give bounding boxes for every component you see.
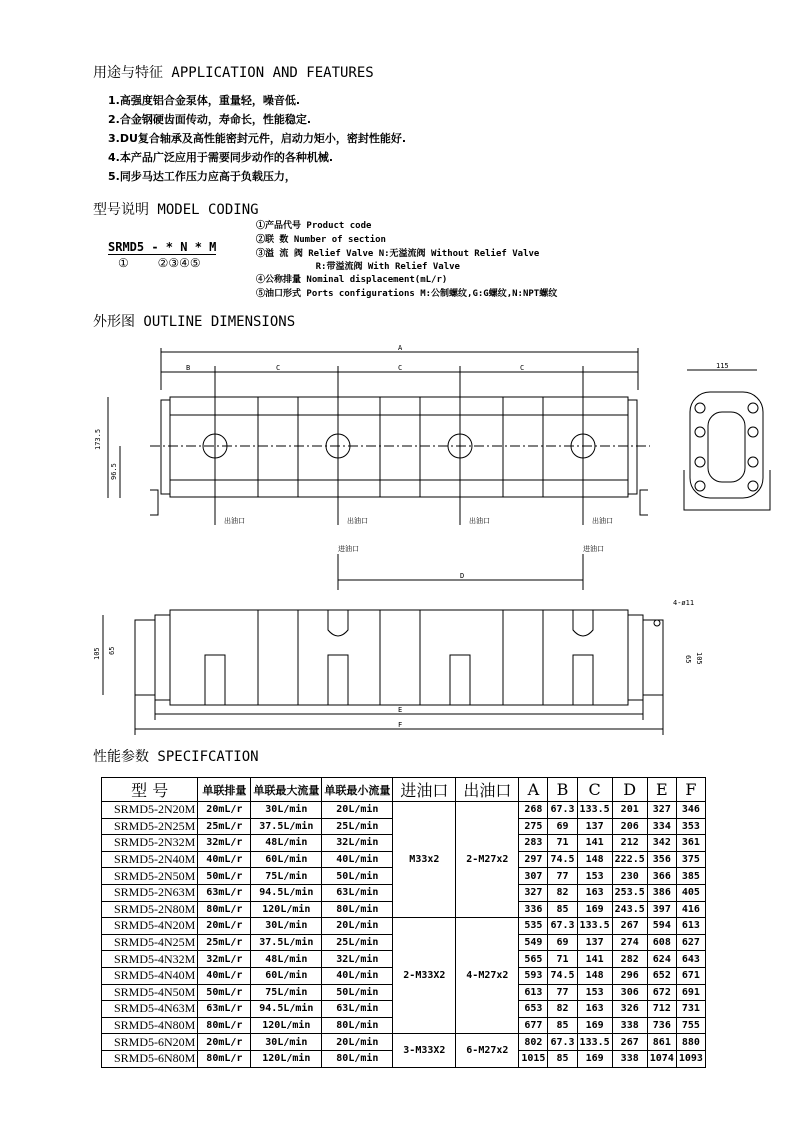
model-code: SRMD5 - * N * M [108, 240, 217, 254]
table-cell: 71 [548, 835, 577, 852]
table-cell: SRMD5-4N50M [102, 984, 198, 1001]
spec-body [102, 802, 706, 1068]
table-cell: 405 [676, 884, 705, 901]
table-cell: 85 [548, 1050, 577, 1067]
table-cell: 63mL/r [198, 884, 251, 901]
table-cell: M33x2 [393, 802, 456, 918]
table-cell: 80mL/r [198, 1017, 251, 1034]
outlet-label-4: 出油口 [592, 517, 613, 525]
side-view [684, 362, 770, 510]
table-cell: 25L/min [322, 934, 393, 951]
table-cell: 20mL/r [198, 1034, 251, 1051]
dim-b-label: B [186, 364, 191, 372]
table-cell: 4-M27x2 [456, 918, 519, 1034]
table-cell: 624 [647, 951, 676, 968]
outline-drawing [0, 330, 793, 750]
table-cell: 326 [612, 1001, 647, 1018]
feature-4: 4.本产品广泛应用于需要同步动作的各种机械. [108, 151, 334, 164]
table-cell: 85 [548, 1017, 577, 1034]
table-cell: 32mL/r [198, 951, 251, 968]
spec-header-row [102, 778, 706, 802]
table-row [102, 1034, 706, 1051]
table-cell: 672 [647, 984, 676, 1001]
header-e: E [647, 778, 676, 802]
table-cell: 386 [647, 884, 676, 901]
bottom-view [93, 544, 703, 735]
table-cell: 397 [647, 901, 676, 918]
table-cell: 1093 [676, 1050, 705, 1067]
table-cell: 25L/min [322, 818, 393, 835]
table-cell: 691 [676, 984, 705, 1001]
feature-1: 1.高强度铝合金泵体，重量轻，噪音低. [108, 94, 301, 107]
table-cell: 275 [519, 818, 548, 835]
table-cell: 282 [612, 951, 647, 968]
table-cell: 736 [647, 1017, 676, 1034]
table-cell: 535 [519, 918, 548, 935]
table-cell: 50mL/r [198, 868, 251, 885]
table-cell: 169 [577, 1050, 612, 1067]
table-cell: 80L/min [322, 901, 393, 918]
inlet-label-2: 进油口 [583, 545, 604, 553]
outline-title: 外形图 OUTLINE DIMENSIONS [93, 314, 296, 330]
table-cell: SRMD5-2N63M [102, 884, 198, 901]
table-cell: 141 [577, 835, 612, 852]
table-cell: 861 [647, 1034, 676, 1051]
table-cell: SRMD5-2N50M [102, 868, 198, 885]
table-cell: 2-M27x2 [456, 802, 519, 918]
table-cell: SRMD5-4N20M [102, 918, 198, 935]
table-cell: 137 [577, 818, 612, 835]
table-cell: 334 [647, 818, 676, 835]
header-inlet: 进油口 [393, 778, 456, 802]
table-cell: 63L/min [322, 1001, 393, 1018]
features-title: 用途与特征 APPLICATION AND FEATURES [93, 65, 374, 81]
table-cell: SRMD5-6N80M [102, 1050, 198, 1067]
outlet-label-3: 出油口 [469, 517, 490, 525]
table-cell: 50L/min [322, 984, 393, 1001]
coding-line-3: ③溢 流 阀 Relief Valve N:无溢流阀 Without Relief Valve [256, 249, 540, 259]
table-cell: 243.5 [612, 901, 647, 918]
table-cell: 385 [676, 868, 705, 885]
table-cell: SRMD5-4N63M [102, 1001, 198, 1018]
feature-5: 5.同步马达工作压力应高于负载压力， [108, 170, 296, 183]
dim-c-label-1: C [276, 364, 281, 372]
table-cell: 133.5 [577, 1034, 612, 1051]
spec-title: 性能参数 SPECIFCATION [93, 749, 259, 765]
dim-173-label: 173.5 [94, 428, 102, 450]
table-cell: 366 [647, 868, 676, 885]
table-cell: 67.3 [548, 802, 577, 819]
table-cell: 48L/min [251, 835, 322, 852]
outlet-label-2: 出油口 [347, 517, 368, 525]
table-cell: SRMD5-2N20M [102, 802, 198, 819]
table-cell: SRMD5-4N32M [102, 951, 198, 968]
table-cell: 342 [647, 835, 676, 852]
table-cell: 206 [612, 818, 647, 835]
spec-table [101, 777, 706, 1068]
table-cell: 48L/min [251, 951, 322, 968]
table-cell: SRMD5-2N25M [102, 818, 198, 835]
table-cell: 37.5L/min [251, 934, 322, 951]
inlet-label-1: 进油口 [338, 545, 359, 553]
table-cell: 75L/min [251, 868, 322, 885]
table-cell: 880 [676, 1034, 705, 1051]
header-max-flow: 单联最大流量 [251, 778, 322, 802]
header-outlet: 出油口 [456, 778, 519, 802]
table-row [102, 802, 706, 819]
outlet-label-1: 出油口 [224, 517, 245, 525]
table-cell: 274 [612, 934, 647, 951]
table-cell: 283 [519, 835, 548, 852]
table-cell: 32L/min [322, 835, 393, 852]
table-cell: 74.5 [548, 851, 577, 868]
table-cell: 141 [577, 951, 612, 968]
table-cell: 712 [647, 1001, 676, 1018]
table-cell: 40mL/r [198, 967, 251, 984]
table-cell: 74.5 [548, 967, 577, 984]
table-cell: 20L/min [322, 1034, 393, 1051]
table-cell: 60L/min [251, 967, 322, 984]
header-model: 型 号 [102, 778, 198, 802]
table-cell: 627 [676, 934, 705, 951]
coding-line-6: ⑤油口形式 Ports configurations M:公制螺纹,G:G螺纹,N:NPT螺纹 [256, 289, 558, 299]
header-min-flow: 单联最小流量 [322, 778, 393, 802]
table-cell: SRMD5-2N80M [102, 901, 198, 918]
dim-96-label: 96.5 [110, 463, 118, 480]
table-cell: 297 [519, 851, 548, 868]
table-cell: 163 [577, 1001, 612, 1018]
table-cell: 268 [519, 802, 548, 819]
table-cell: 20mL/r [198, 918, 251, 935]
table-cell: 6-M27x2 [456, 1034, 519, 1067]
table-cell: 85 [548, 901, 577, 918]
table-cell: 148 [577, 967, 612, 984]
table-cell: 30L/min [251, 1034, 322, 1051]
table-cell: 643 [676, 951, 705, 968]
header-b: B [548, 778, 577, 802]
table-cell: 565 [519, 951, 548, 968]
table-cell: 20L/min [322, 802, 393, 819]
table-cell: 80L/min [322, 1050, 393, 1067]
table-cell: 153 [577, 868, 612, 885]
table-cell: 731 [676, 1001, 705, 1018]
table-cell: 50L/min [322, 868, 393, 885]
table-cell: 94.5L/min [251, 1001, 322, 1018]
table-cell: SRMD5-4N40M [102, 967, 198, 984]
dim-65-label-right: 65 [684, 655, 692, 664]
table-cell: 802 [519, 1034, 548, 1051]
table-cell: 40mL/r [198, 851, 251, 868]
dim-115-label: 115 [716, 362, 729, 370]
coding-line-5: ④公称排量 Nominal displacement(mL/r) [256, 275, 448, 285]
table-cell: 77 [548, 984, 577, 1001]
table-cell: 30L/min [251, 802, 322, 819]
header-f: F [676, 778, 705, 802]
table-cell: 69 [548, 934, 577, 951]
table-cell: 613 [519, 984, 548, 1001]
table-cell: 755 [676, 1017, 705, 1034]
table-cell: 32L/min [322, 951, 393, 968]
dim-f-label: F [398, 721, 403, 729]
table-cell: 77 [548, 868, 577, 885]
table-cell: 338 [612, 1017, 647, 1034]
table-cell: 20mL/r [198, 802, 251, 819]
table-cell: 594 [647, 918, 676, 935]
table-cell: 375 [676, 851, 705, 868]
top-view [94, 344, 650, 525]
table-cell: 653 [519, 1001, 548, 1018]
table-cell: 327 [647, 802, 676, 819]
dim-65-label-left: 65 [108, 646, 116, 655]
table-cell: 296 [612, 967, 647, 984]
table-cell: SRMD5-6N20M [102, 1034, 198, 1051]
table-cell: 148 [577, 851, 612, 868]
table-cell: 212 [612, 835, 647, 852]
table-cell: SRMD5-2N40M [102, 851, 198, 868]
table-cell: 169 [577, 1017, 612, 1034]
table-cell: 201 [612, 802, 647, 819]
table-cell: 120L/min [251, 901, 322, 918]
table-cell: 336 [519, 901, 548, 918]
table-cell: 63mL/r [198, 1001, 251, 1018]
table-cell: 306 [612, 984, 647, 1001]
dim-d-label: D [460, 572, 465, 580]
table-cell: 50mL/r [198, 984, 251, 1001]
table-cell: 80L/min [322, 1017, 393, 1034]
table-cell: 60L/min [251, 851, 322, 868]
table-cell: 346 [676, 802, 705, 819]
table-row [102, 918, 706, 935]
coding-line-1: ①产品代号 Product code [256, 221, 372, 231]
table-cell: 222.5 [612, 851, 647, 868]
table-cell: 80mL/r [198, 901, 251, 918]
table-cell: 75L/min [251, 984, 322, 1001]
table-cell: 338 [612, 1050, 647, 1067]
table-cell: 163 [577, 884, 612, 901]
table-cell: 169 [577, 901, 612, 918]
table-cell: 267 [612, 1034, 647, 1051]
table-cell: 63L/min [322, 884, 393, 901]
coding-line-2: ②联 数 Number of section [256, 235, 386, 245]
table-cell: 82 [548, 884, 577, 901]
table-cell: 153 [577, 984, 612, 1001]
table-cell: 356 [647, 851, 676, 868]
table-cell: 1074 [647, 1050, 676, 1067]
table-cell: 37.5L/min [251, 818, 322, 835]
table-cell: 613 [676, 918, 705, 935]
table-cell: 94.5L/min [251, 884, 322, 901]
table-cell: 32mL/r [198, 835, 251, 852]
table-cell: 608 [647, 934, 676, 951]
table-cell: 671 [676, 967, 705, 984]
table-cell: 120L/min [251, 1017, 322, 1034]
table-cell: 69 [548, 818, 577, 835]
table-cell: 416 [676, 901, 705, 918]
table-cell: 677 [519, 1017, 548, 1034]
coding-line-4: R:带溢流阀 With Relief Valve [256, 262, 460, 272]
table-cell: 40L/min [322, 851, 393, 868]
table-cell: 137 [577, 934, 612, 951]
header-d: D [612, 778, 647, 802]
table-cell: SRMD5-4N25M [102, 934, 198, 951]
table-cell: SRMD5-4N80M [102, 1017, 198, 1034]
feature-2: 2.合金钢硬齿面传动，寿命长，性能稳定. [108, 113, 312, 126]
table-cell: 133.5 [577, 802, 612, 819]
table-cell: 67.3 [548, 1034, 577, 1051]
dim-a-label: A [398, 344, 403, 352]
coding-title: 型号说明 MODEL CODING [93, 202, 259, 218]
header-c: C [577, 778, 612, 802]
model-code-index: ① ②③④⑤ [118, 256, 201, 270]
header-displacement: 单联排量 [198, 778, 251, 802]
table-cell: 549 [519, 934, 548, 951]
table-cell: 230 [612, 868, 647, 885]
dim-e-label: E [398, 706, 403, 714]
table-cell: 40L/min [322, 967, 393, 984]
table-cell: 71 [548, 951, 577, 968]
table-cell: SRMD5-2N32M [102, 835, 198, 852]
feature-3: 3.DU复合轴承及高性能密封元件，启动力矩小，密封性能好. [108, 132, 407, 145]
table-cell: 25mL/r [198, 818, 251, 835]
dim-105-label-left: 105 [93, 647, 101, 660]
table-cell: 120L/min [251, 1050, 322, 1067]
table-cell: 133.5 [577, 918, 612, 935]
table-cell: 67.3 [548, 918, 577, 935]
header-a: A [519, 778, 548, 802]
table-cell: 80mL/r [198, 1050, 251, 1067]
table-cell: 253.5 [612, 884, 647, 901]
table-cell: 307 [519, 868, 548, 885]
dim-105-label-right: 105 [695, 652, 703, 665]
table-cell: 353 [676, 818, 705, 835]
table-cell: 2-M33X2 [393, 918, 456, 1034]
table-cell: 82 [548, 1001, 577, 1018]
dim-c-label-2: C [398, 364, 403, 372]
table-cell: 327 [519, 884, 548, 901]
table-cell: 267 [612, 918, 647, 935]
table-cell: 1015 [519, 1050, 548, 1067]
table-cell: 652 [647, 967, 676, 984]
table-cell: 3-M33X2 [393, 1034, 456, 1067]
table-cell: 593 [519, 967, 548, 984]
dim-c-label-3: C [520, 364, 525, 372]
table-cell: 20L/min [322, 918, 393, 935]
hole-label: 4-ø11 [673, 599, 695, 607]
table-cell: 25mL/r [198, 934, 251, 951]
table-cell: 30L/min [251, 918, 322, 935]
table-cell: 361 [676, 835, 705, 852]
